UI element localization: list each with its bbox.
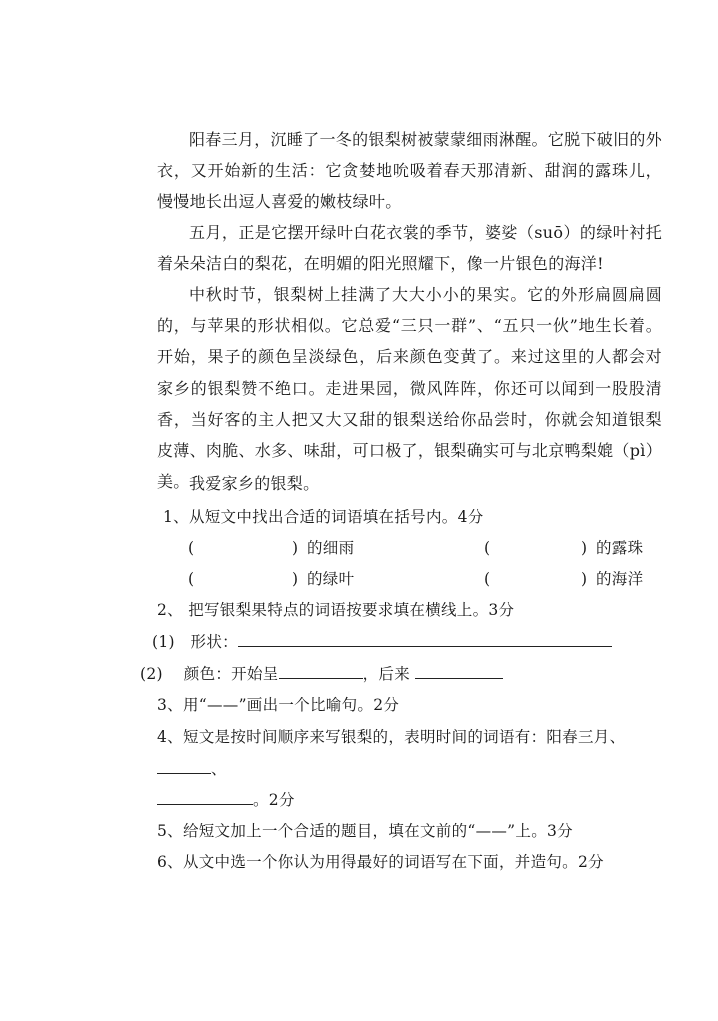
question-4-title: 4、短文是按时间顺序来写银梨的，表明时间的词语有：阳春三月、 [157, 728, 626, 746]
q2-item-2 [140, 663, 503, 685]
q2-color-start-blank[interactable] [279, 664, 363, 679]
q1-paren-open-2: ( [484, 539, 491, 557]
question-3-title: 3、用“——”画出一个比喻句。2分 [157, 696, 400, 714]
passage-paragraph-2: 五月，正是它摆开绿叶白花衣裳的季节，婆娑（suō）的绿叶衬托着朵朵洁白的梨花，在明媚的阳光照耀下，像一片银色的海洋! [157, 223, 662, 274]
q1-fill-label-1: 的细雨 [307, 539, 355, 557]
q1-paren-close-3: ) [292, 570, 299, 588]
q1-paren-close-1: ) [292, 539, 299, 557]
q4-separator: 、 [211, 760, 227, 778]
q1-paren-close-2: ) [581, 539, 588, 557]
q4-answer-blank-2[interactable] [157, 790, 253, 805]
question-1-title: 1、从短文中找出合适的词语填在括号内。4分 [163, 508, 484, 526]
q2-item-2-number: (2) [140, 665, 163, 683]
q4-answer-line-2 [157, 789, 295, 811]
q2-item-2-mid: ，后来 [362, 665, 410, 683]
q2-item-1 [152, 631, 612, 653]
q4-answer-blank-1[interactable] [157, 759, 211, 774]
q1-paren-open-1: ( [188, 539, 195, 557]
q1-fill-label-2: 的露珠 [596, 539, 644, 557]
q1-paren-open-3: ( [188, 570, 195, 588]
question-5-title: 5、给短文加上一个合适的题目，填在文前的“——”上。3分 [157, 822, 573, 840]
q4-answer-line-1 [157, 758, 227, 780]
q2-color-later-blank[interactable] [415, 664, 503, 679]
q2-item-2-label: 颜色：开始呈 [183, 665, 279, 683]
passage-paragraph-3: 中秋时节，银梨树上挂满了大大小小的果实。它的外形扁圆扁圆的，与苹果的形状相似。它总爱“三只一群”、“五只一伙”地生长着。开始，果子的颜色呈淡绿色，后来颜色变黄了。来过这里的人都会对家乡的银梨赞不绝口。走进果园，微风阵阵，你还可以闻到一股股清香，当好客的主人把又大又甜的银梨送给你品尝时，你就会知道银梨皮薄、肉脆、水多、味甜，可口极了，银梨确实可与北京鸭梨媲（pì）美。 [157, 285, 662, 492]
q1-paren-close-4: ) [581, 570, 588, 588]
question-6-title: 6、从文中选一个你认为用得最好的词语写在下面，并造句。2分 [157, 853, 604, 871]
q1-fill-label-3: 的绿叶 [307, 570, 355, 588]
q1-paren-open-4: ( [484, 570, 491, 588]
q1-fill-label-4: 的海洋 [596, 570, 644, 588]
q4-end-points: 。2分 [253, 791, 295, 809]
passage-paragraph-4: 我爱家乡的银梨。 [189, 474, 320, 493]
passage-paragraph-1: 阳春三月，沉睡了一冬的银梨树被蒙蒙细雨淋醒。它脱下破旧的外衣，又开始新的生活：它贪婪地吮吸着春天那清新、甜润的露珠儿，慢慢地长出逗人喜爱的嫩枝绿叶。 [157, 130, 662, 212]
question-2-title: 2、 把写银梨果特点的词语按要求填在横线上。3分 [157, 601, 515, 619]
q2-shape-answer-blank[interactable] [238, 632, 612, 647]
q2-item-1-number: (1) [152, 633, 175, 651]
q2-item-1-label: 形状： [190, 633, 238, 651]
